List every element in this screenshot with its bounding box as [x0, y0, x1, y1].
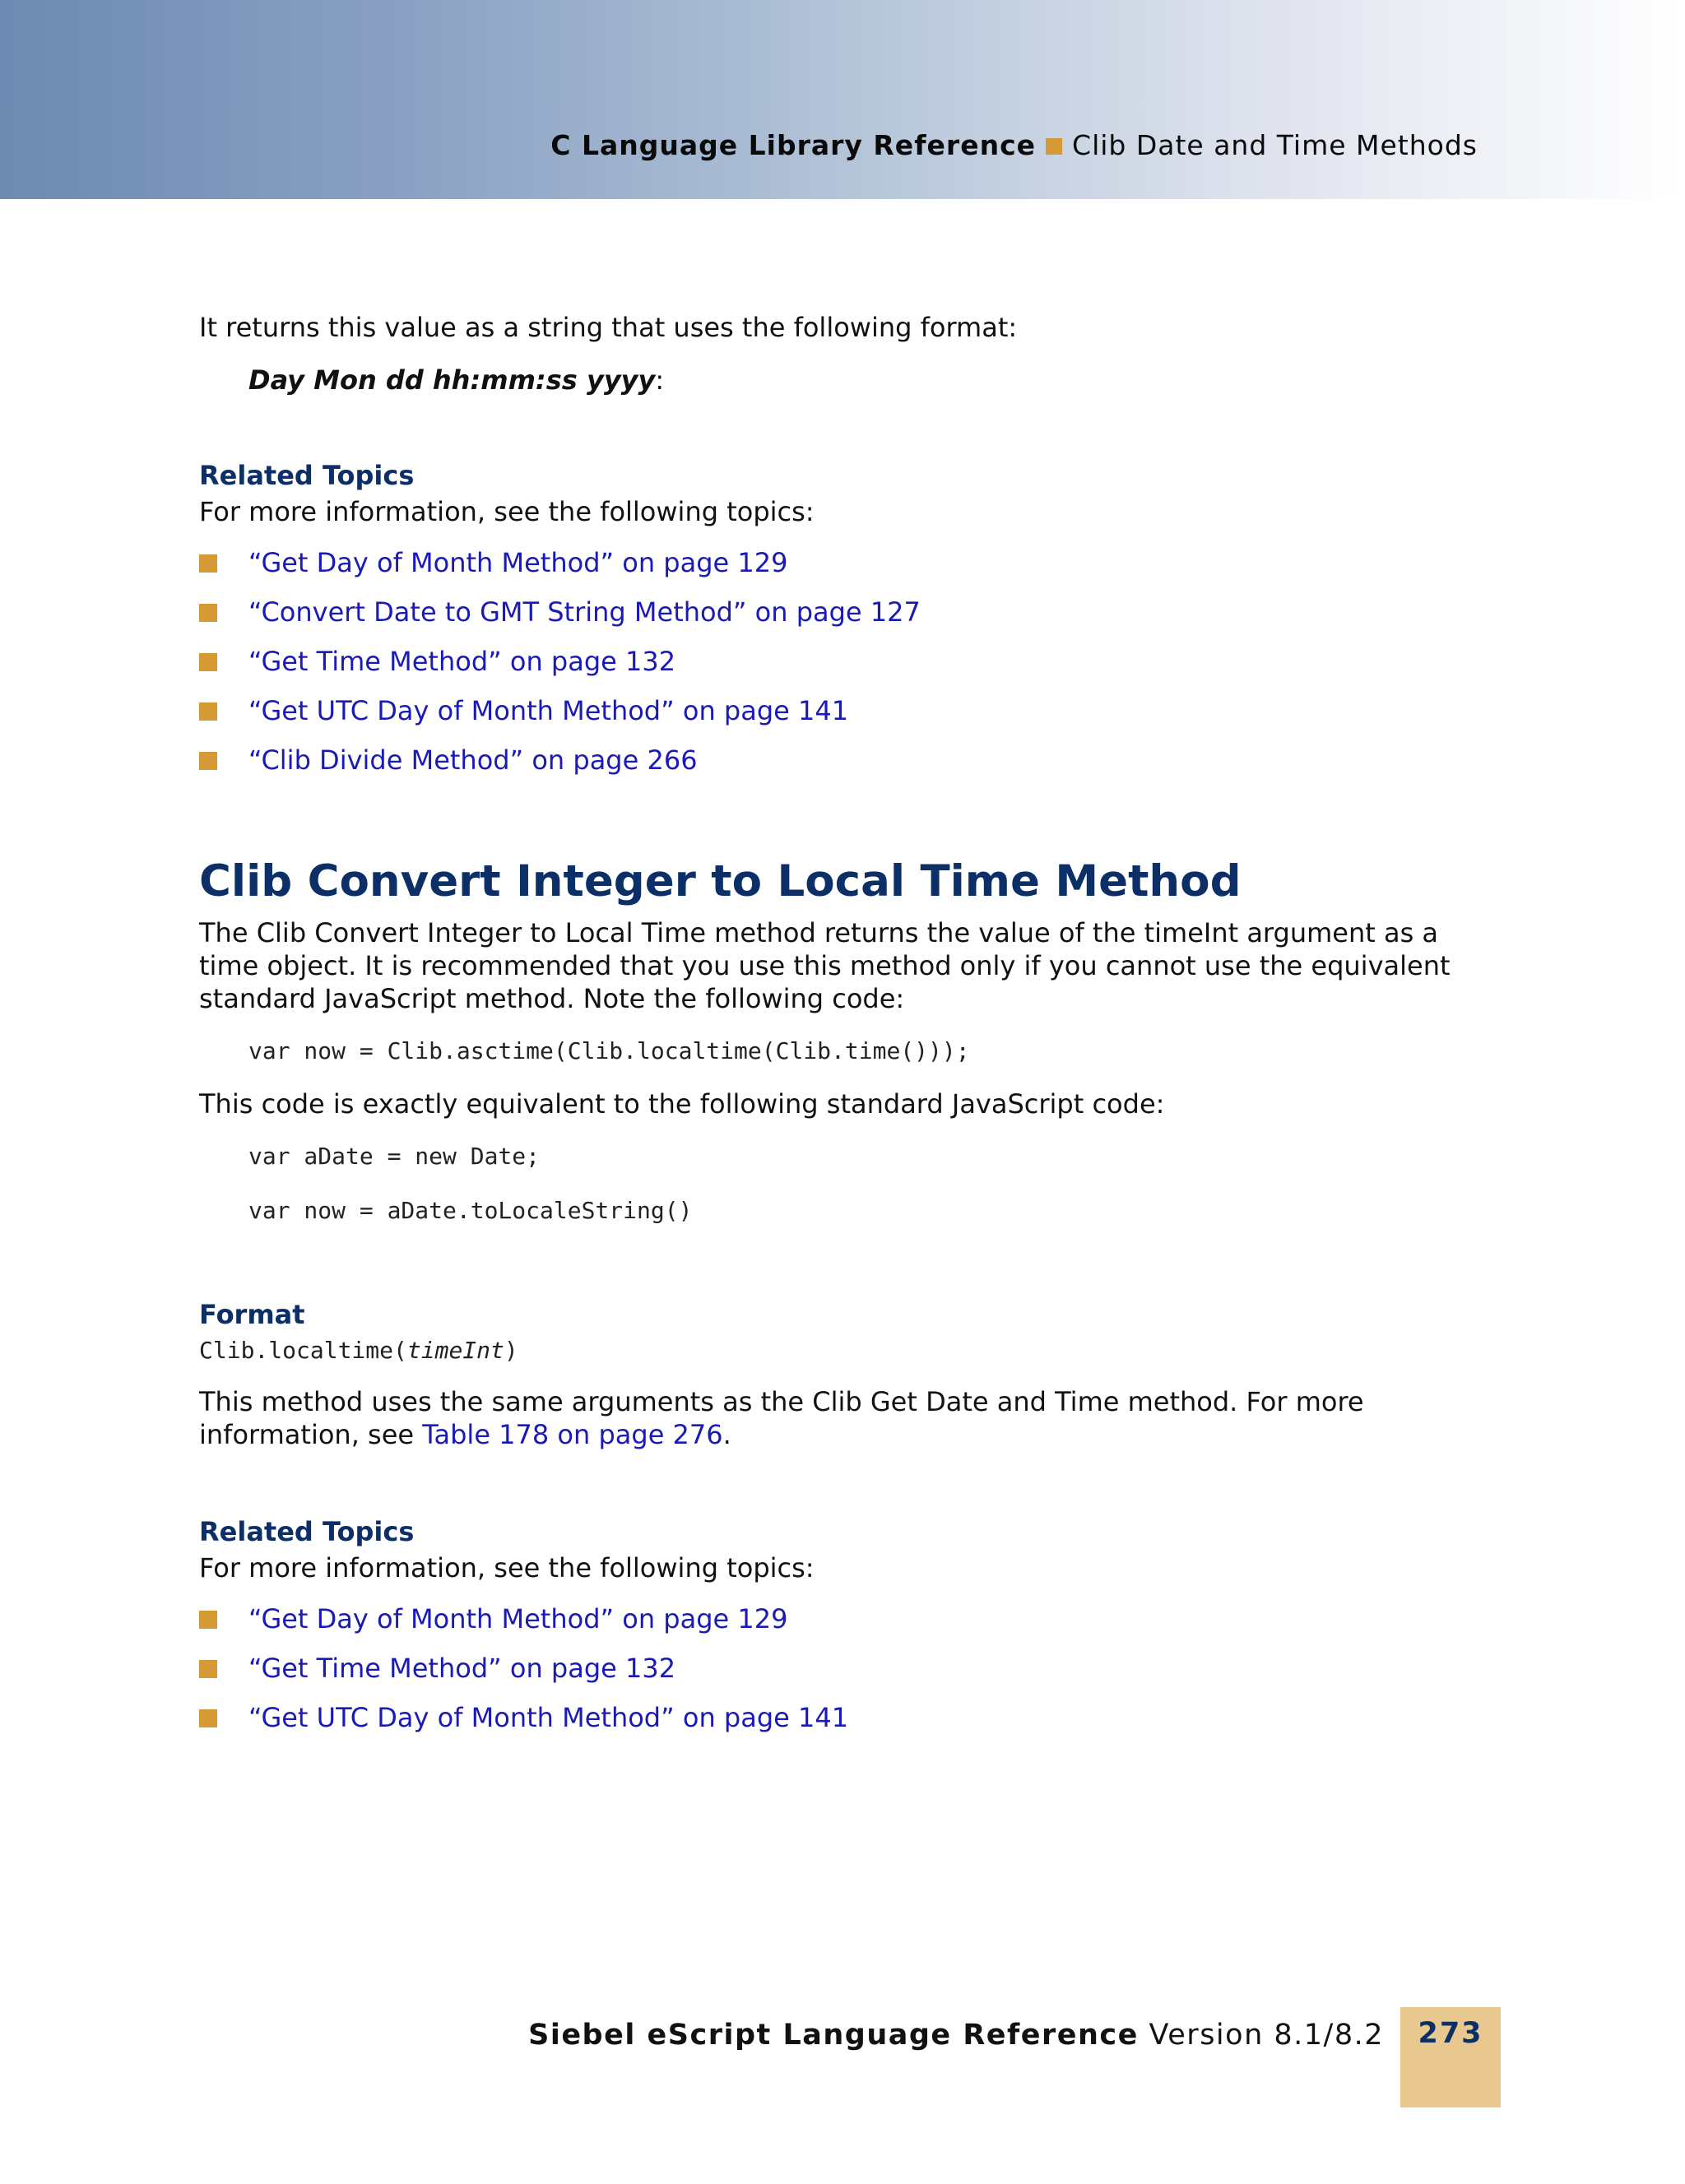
header-subsection: Clib Date and Time Methods — [1072, 129, 1478, 161]
running-header — [550, 129, 1478, 161]
format-string: Day Mon dd hh:mm:ss yyyy — [248, 364, 656, 396]
list-item — [199, 1701, 1483, 1750]
related-topics-heading: Related Topics — [199, 460, 415, 491]
format-string-line — [199, 364, 1483, 396]
related-topics-lead: For more information, see the following topics: — [199, 496, 815, 527]
equivalent-text: This code is exactly equivalent to the following standard JavaScript code: — [199, 1088, 1165, 1120]
header-band — [0, 0, 1685, 199]
code-sample-3: var now = aDate.toLocaleString() — [248, 1197, 693, 1224]
related-topics-2 — [199, 1515, 1483, 1750]
bullet-square-icon — [199, 1611, 217, 1629]
related-topics-list — [199, 1602, 1483, 1750]
bullet-square-icon — [199, 604, 217, 622]
topic-link[interactable]: “Get UTC Day of Month Method” on page 141 — [248, 1702, 849, 1733]
bullet-square-icon — [199, 1660, 217, 1678]
format-heading: Format — [199, 1299, 305, 1330]
format-code-arg: timeInt — [406, 1337, 504, 1364]
list-item — [199, 546, 1483, 596]
format-text-before: This method uses the same arguments as the Clib Get Date and Time method. For more information, see — [199, 1386, 1364, 1450]
running-footer — [528, 2019, 1384, 2052]
bullet-square-icon — [199, 752, 217, 770]
bullet-square-icon — [199, 653, 217, 671]
related-topics-1 — [199, 459, 1483, 793]
topic-link[interactable]: “Get UTC Day of Month Method” on page 141 — [248, 695, 849, 726]
footer-title: Siebel eScript Language Reference — [528, 2019, 1139, 2052]
format-suffix: : — [655, 364, 665, 396]
list-item — [199, 596, 1483, 645]
format-description — [199, 1385, 1483, 1451]
list-item — [199, 1652, 1483, 1701]
related-topics-heading: Related Topics — [199, 1516, 415, 1547]
table-link[interactable]: Table 178 on page 276 — [422, 1419, 723, 1450]
footer-version: Version 8.1/8.2 — [1149, 2019, 1384, 2052]
list-item — [199, 694, 1483, 744]
method-section — [199, 856, 1483, 1226]
topic-link[interactable]: “Get Time Method” on page 132 — [248, 646, 676, 677]
related-topics-list — [199, 546, 1483, 793]
intro-block — [199, 311, 1483, 396]
header-separator-icon — [1046, 138, 1062, 155]
bullet-square-icon — [199, 554, 217, 573]
format-code-prefix: Clib.localtime( — [199, 1337, 407, 1364]
code-sample-2: var aDate = new Date; — [248, 1143, 541, 1170]
format-code-suffix: ) — [504, 1337, 518, 1364]
section-description: The Clib Convert Integer to Local Time method returns the value of the timeInt argument as a time object. It is recommended that you use this method only if you cannot use the equivalent standard JavaScript method. Note the following code: — [199, 917, 1451, 1014]
related-topics-lead: For more information, see the following topics: — [199, 1552, 815, 1584]
page-number-box — [1400, 2007, 1501, 2107]
code-sample-1: var now = Clib.asctime(Clib.localtime(Clib.time())); — [248, 1037, 970, 1064]
list-item — [199, 645, 1483, 694]
topic-link[interactable]: “Get Time Method” on page 132 — [248, 1653, 676, 1684]
format-text-after: . — [722, 1419, 731, 1450]
header-section: C Language Library Reference — [550, 129, 1037, 161]
intro-sentence: It returns this value as a string that uses the following format: — [199, 312, 1018, 343]
section-title: Clib Convert Integer to Local Time Method — [199, 856, 1242, 907]
topic-link[interactable]: “Get Day of Month Method” on page 129 — [248, 547, 788, 578]
topic-link[interactable]: “Clib Divide Method” on page 266 — [248, 744, 698, 776]
format-signature — [199, 1336, 1483, 1366]
list-item — [199, 1602, 1483, 1652]
topic-link[interactable]: “Convert Date to GMT String Method” on page 127 — [248, 596, 921, 628]
format-block — [199, 1298, 1483, 1451]
topic-link[interactable]: “Get Day of Month Method” on page 129 — [248, 1603, 788, 1635]
bullet-square-icon — [199, 702, 217, 721]
list-item — [199, 744, 1483, 793]
bullet-square-icon — [199, 1709, 217, 1727]
page-number: 273 — [1418, 2017, 1483, 2050]
